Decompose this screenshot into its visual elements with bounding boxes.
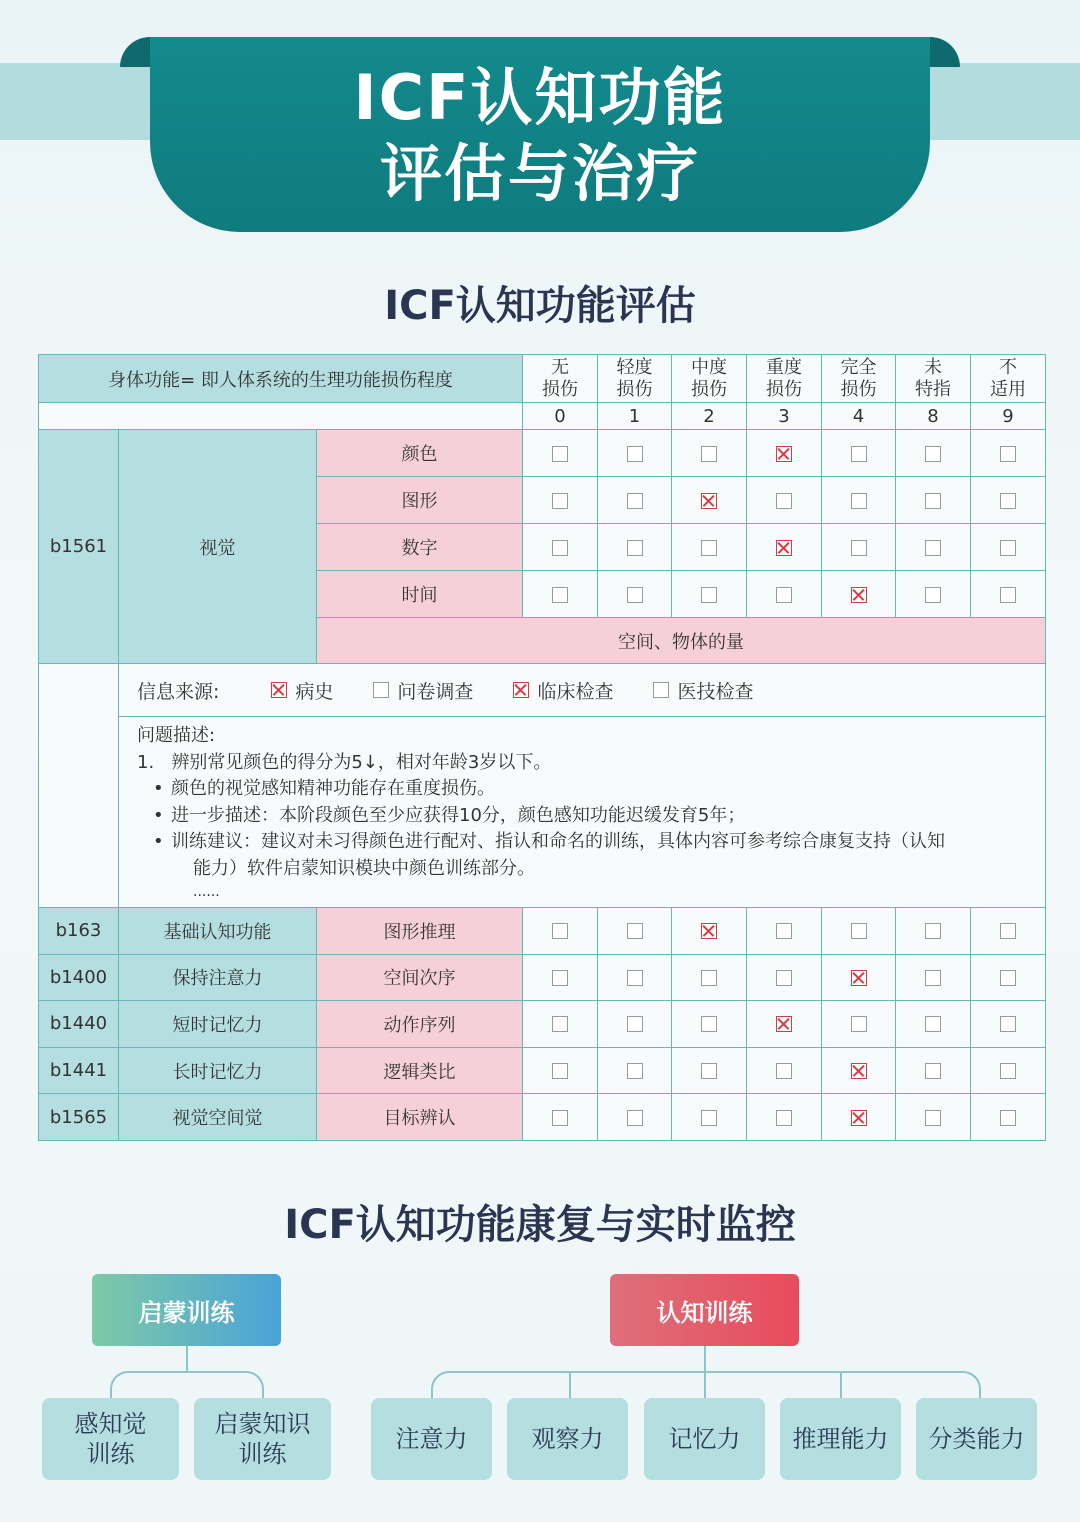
- body-function-header: 身体功能= 即人体系统的生理功能损伤程度: [39, 355, 523, 403]
- page-title-line2: 评估与治疗: [379, 137, 700, 210]
- vision-item-label: 颜色: [317, 430, 523, 477]
- function-code: b1400: [39, 954, 119, 1001]
- info-option[interactable]: [513, 677, 613, 704]
- checkbox-checked[interactable]: [851, 1063, 867, 1079]
- checkbox-unchecked[interactable]: [776, 1110, 792, 1126]
- checkbox-unchecked[interactable]: [701, 540, 717, 556]
- level-code-8: 8: [896, 403, 971, 430]
- check-cell: [523, 571, 598, 618]
- info-source-label: 信息来源:: [137, 680, 220, 703]
- check-cell: [523, 1094, 598, 1141]
- check-cell: [523, 908, 598, 955]
- check-cell: [747, 477, 822, 524]
- check-cell: [896, 908, 971, 955]
- checkbox-unchecked[interactable]: [701, 587, 717, 603]
- checkbox-unchecked[interactable]: [851, 1016, 867, 1032]
- code-row-spacer: [39, 403, 523, 430]
- check-cell: [971, 1047, 1046, 1094]
- function-code: b1440: [39, 1001, 119, 1048]
- description-title: 问题描述:: [137, 725, 216, 746]
- function-code: b1441: [39, 1047, 119, 1094]
- vision-extra-label: 空间、物体的量: [317, 618, 1046, 664]
- check-cell: [672, 908, 747, 955]
- checkbox-unchecked[interactable]: [627, 446, 643, 462]
- check-cell: [747, 524, 822, 571]
- check-cell: [822, 524, 896, 571]
- checkbox-unchecked[interactable]: [552, 540, 568, 556]
- check-cell: [822, 571, 896, 618]
- level-code-3: 3: [747, 403, 822, 430]
- check-cell: [523, 524, 598, 571]
- check-cell: [523, 477, 598, 524]
- checkbox-checked[interactable]: [701, 493, 717, 509]
- description-continuation: 能力）软件启蒙知识模块中颜色训练部分。: [193, 857, 535, 879]
- checkbox-unchecked[interactable]: [925, 540, 941, 556]
- info-source: [119, 677, 1045, 704]
- checkbox-checked[interactable]: [271, 682, 287, 698]
- table-row: [39, 1001, 1046, 1048]
- checkbox-unchecked[interactable]: [851, 446, 867, 462]
- connector-branch: [110, 1371, 264, 1401]
- checkbox-unchecked[interactable]: [1000, 1063, 1016, 1079]
- checkbox-unchecked[interactable]: [925, 587, 941, 603]
- right-training-item[interactable]: 记忆力: [644, 1398, 765, 1480]
- checkbox-unchecked[interactable]: [1000, 446, 1016, 462]
- check-cell: [672, 571, 747, 618]
- level-code-0: 0: [523, 403, 598, 430]
- enlightenment-training-button[interactable]: 启蒙训练: [92, 1274, 281, 1346]
- checkbox-checked[interactable]: [513, 682, 529, 698]
- connector-line: [704, 1372, 706, 1399]
- vision-item-label: 图形: [317, 477, 523, 524]
- info-option[interactable]: [653, 677, 753, 704]
- checkbox-unchecked[interactable]: [776, 1063, 792, 1079]
- checkbox-unchecked[interactable]: [851, 540, 867, 556]
- icf-assessment-table: [38, 354, 1046, 1141]
- connector-line: [186, 1346, 188, 1372]
- table-row: [39, 1047, 1046, 1094]
- checkbox-unchecked[interactable]: [552, 970, 568, 986]
- checkbox-unchecked[interactable]: [627, 1110, 643, 1126]
- checkbox-unchecked[interactable]: [1000, 493, 1016, 509]
- table-row: [39, 954, 1046, 1001]
- checkbox-unchecked[interactable]: [851, 493, 867, 509]
- check-cell: [822, 954, 896, 1001]
- checkbox-unchecked[interactable]: [701, 1016, 717, 1032]
- check-cell: [747, 954, 822, 1001]
- check-cell: [523, 1001, 598, 1048]
- check-cell: [896, 524, 971, 571]
- checkbox-unchecked[interactable]: [627, 587, 643, 603]
- check-cell: [598, 954, 672, 1001]
- problem-description: [119, 717, 1045, 906]
- checkbox-unchecked[interactable]: [1000, 1110, 1016, 1126]
- function-item: 空间次序: [317, 954, 523, 1001]
- right-training-item[interactable]: 分类能力: [916, 1398, 1037, 1480]
- check-cell: [598, 1047, 672, 1094]
- check-cell: [672, 524, 747, 571]
- checkbox-unchecked[interactable]: [925, 970, 941, 986]
- check-cell: [971, 477, 1046, 524]
- checkbox-checked[interactable]: [701, 923, 717, 939]
- check-cell: [747, 1094, 822, 1141]
- left-training-item[interactable]: 启蒙知识 训练: [194, 1398, 331, 1480]
- check-cell: [672, 954, 747, 1001]
- function-name: 视觉空间觉: [119, 1094, 317, 1141]
- checkbox-unchecked[interactable]: [552, 1016, 568, 1032]
- left-training-item[interactable]: 感知觉 训练: [42, 1398, 179, 1480]
- check-cell: [672, 1094, 747, 1141]
- check-cell: [747, 908, 822, 955]
- function-name: 长时记忆力: [119, 1047, 317, 1094]
- checkbox-unchecked[interactable]: [776, 493, 792, 509]
- check-cell: [672, 477, 747, 524]
- check-cell: [598, 477, 672, 524]
- checkbox-unchecked[interactable]: [925, 1063, 941, 1079]
- check-cell: [598, 571, 672, 618]
- check-cell: [672, 1001, 747, 1048]
- checkbox-unchecked[interactable]: [701, 1110, 717, 1126]
- checkbox-unchecked[interactable]: [552, 446, 568, 462]
- check-cell: [523, 430, 598, 477]
- checkbox-unchecked[interactable]: [627, 923, 643, 939]
- checkbox-unchecked[interactable]: [627, 540, 643, 556]
- connector-line: [704, 1346, 706, 1372]
- checkbox-unchecked[interactable]: [776, 970, 792, 986]
- checkbox-unchecked[interactable]: [627, 493, 643, 509]
- info-option[interactable]: [271, 677, 333, 704]
- checkbox-checked[interactable]: [776, 540, 792, 556]
- level-label-8: 未 特指: [896, 355, 971, 403]
- info-source-cell: [119, 664, 1046, 717]
- checkbox-unchecked[interactable]: [627, 1063, 643, 1079]
- level-code-1: 1: [598, 403, 672, 430]
- checkbox-unchecked[interactable]: [701, 1063, 717, 1079]
- connector-branch: [431, 1371, 981, 1401]
- checkbox-unchecked[interactable]: [627, 1016, 643, 1032]
- vision-name: 视觉: [119, 430, 317, 664]
- check-cell: [896, 477, 971, 524]
- table-code-row: [39, 403, 1046, 430]
- info-option[interactable]: [373, 677, 473, 704]
- right-training-item[interactable]: 注意力: [371, 1398, 492, 1480]
- description-bullet: • 训练建议：建议对未习得颜色进行配对、指认和命名的训练，具体内容可参考综合康复支持（认知: [137, 829, 1027, 856]
- checkbox-unchecked[interactable]: [1000, 540, 1016, 556]
- check-cell: [822, 908, 896, 955]
- connector-line: [840, 1372, 842, 1399]
- check-cell: [598, 1001, 672, 1048]
- checkbox-unchecked[interactable]: [925, 923, 941, 939]
- checkbox-checked[interactable]: [776, 446, 792, 462]
- check-cell: [598, 1094, 672, 1141]
- check-cell: [896, 1047, 971, 1094]
- check-cell: [672, 1047, 747, 1094]
- checkbox-unchecked[interactable]: [552, 923, 568, 939]
- table-row: [39, 908, 1046, 955]
- section-title-assessment: ICF认知功能评估: [384, 283, 696, 329]
- level-code-4: 4: [822, 403, 896, 430]
- check-cell: [523, 954, 598, 1001]
- vision-item-label: 时间: [317, 571, 523, 618]
- checkbox-unchecked[interactable]: [776, 587, 792, 603]
- checkbox-unchecked[interactable]: [925, 493, 941, 509]
- check-cell: [822, 430, 896, 477]
- description-item: 1. 辨别常见颜色的得分为5↓，相对年龄3岁以下。: [137, 751, 552, 773]
- check-cell: [971, 1001, 1046, 1048]
- checkbox-unchecked[interactable]: [627, 970, 643, 986]
- info-option-label: 临床检查: [537, 680, 614, 703]
- function-item: 目标辨认: [317, 1094, 523, 1141]
- right-training-item[interactable]: 推理能力: [780, 1398, 901, 1480]
- check-cell: [896, 1094, 971, 1141]
- check-cell: [896, 954, 971, 1001]
- info-option-label: 医技检查: [677, 680, 754, 703]
- function-item: 动作序列: [317, 1001, 523, 1048]
- check-cell: [598, 908, 672, 955]
- level-label-4: 完全 损伤: [822, 355, 896, 403]
- checkbox-unchecked[interactable]: [552, 587, 568, 603]
- info-spacer: [39, 664, 119, 908]
- function-item: 图形推理: [317, 908, 523, 955]
- checkbox-unchecked[interactable]: [851, 923, 867, 939]
- function-name: 短时记忆力: [119, 1001, 317, 1048]
- checkbox-unchecked[interactable]: [1000, 1016, 1016, 1032]
- cognitive-training-button[interactable]: 认知训练: [610, 1274, 799, 1346]
- checkbox-checked[interactable]: [851, 970, 867, 986]
- check-cell: [971, 430, 1046, 477]
- right-training-item[interactable]: 观察力: [507, 1398, 628, 1480]
- checkbox-unchecked[interactable]: [925, 1110, 941, 1126]
- page-title-line1: ICF认知功能: [353, 61, 727, 134]
- function-name: 保持注意力: [119, 954, 317, 1001]
- check-cell: [747, 1001, 822, 1048]
- level-code-9: 9: [971, 403, 1046, 430]
- check-cell: [598, 524, 672, 571]
- description-ellipsis: ......: [193, 884, 220, 900]
- checkbox-checked[interactable]: [851, 1110, 867, 1126]
- check-cell: [896, 430, 971, 477]
- info-option-label: 问卷调查: [397, 680, 474, 703]
- function-code: b163: [39, 908, 119, 955]
- function-item: 逻辑类比: [317, 1047, 523, 1094]
- vision-item-label: 数字: [317, 524, 523, 571]
- checkbox-unchecked[interactable]: [925, 1016, 941, 1032]
- connector-line: [569, 1372, 571, 1399]
- function-code: b1565: [39, 1094, 119, 1141]
- checkbox-checked[interactable]: [776, 1016, 792, 1032]
- table-row: [39, 430, 1046, 477]
- check-cell: [747, 1047, 822, 1094]
- checkbox-unchecked[interactable]: [552, 1063, 568, 1079]
- page-title: [150, 60, 930, 212]
- check-cell: [971, 1094, 1046, 1141]
- info-option-label: 病史: [295, 680, 334, 703]
- check-cell: [971, 571, 1046, 618]
- checkbox-unchecked[interactable]: [552, 1110, 568, 1126]
- description-row: [39, 717, 1046, 908]
- checkbox-unchecked[interactable]: [701, 970, 717, 986]
- level-label-9: 不 适用: [971, 355, 1046, 403]
- check-cell: [822, 1094, 896, 1141]
- check-cell: [747, 571, 822, 618]
- vision-code: b1561: [39, 430, 119, 664]
- checkbox-unchecked[interactable]: [1000, 587, 1016, 603]
- level-label-0: 无 损伤: [523, 355, 598, 403]
- check-cell: [523, 1047, 598, 1094]
- table-header-row: [39, 355, 1046, 403]
- checkbox-unchecked[interactable]: [1000, 923, 1016, 939]
- checkbox-unchecked[interactable]: [701, 446, 717, 462]
- info-source-row: [39, 664, 1046, 717]
- check-cell: [822, 477, 896, 524]
- checkbox-unchecked[interactable]: [776, 923, 792, 939]
- checkbox-checked[interactable]: [851, 587, 867, 603]
- section-title-rehab: ICF认知功能康复与实时监控: [284, 1202, 796, 1248]
- description-bullet: • 进一步描述：本阶段颜色至少应获得10分，颜色感知功能迟缓发育5年；: [137, 803, 1027, 830]
- level-label-3: 重度 损伤: [747, 355, 822, 403]
- level-label-2: 中度 损伤: [672, 355, 747, 403]
- check-cell: [971, 524, 1046, 571]
- check-cell: [672, 430, 747, 477]
- function-name: 基础认知功能: [119, 908, 317, 955]
- check-cell: [971, 954, 1046, 1001]
- checkbox-unchecked[interactable]: [1000, 970, 1016, 986]
- check-cell: [598, 430, 672, 477]
- checkbox-unchecked[interactable]: [925, 446, 941, 462]
- description-bullet: • 颜色的视觉感知精神功能存在重度损伤。: [137, 776, 1027, 803]
- checkbox-unchecked[interactable]: [373, 682, 389, 698]
- table-row: [39, 1094, 1046, 1141]
- check-cell: [822, 1001, 896, 1048]
- level-code-2: 2: [672, 403, 747, 430]
- check-cell: [896, 571, 971, 618]
- check-cell: [896, 1001, 971, 1048]
- checkbox-unchecked[interactable]: [552, 493, 568, 509]
- check-cell: [747, 430, 822, 477]
- level-label-1: 轻度 损伤: [598, 355, 672, 403]
- check-cell: [822, 1047, 896, 1094]
- checkbox-unchecked[interactable]: [653, 682, 669, 698]
- description-cell: [119, 717, 1046, 908]
- check-cell: [971, 908, 1046, 955]
